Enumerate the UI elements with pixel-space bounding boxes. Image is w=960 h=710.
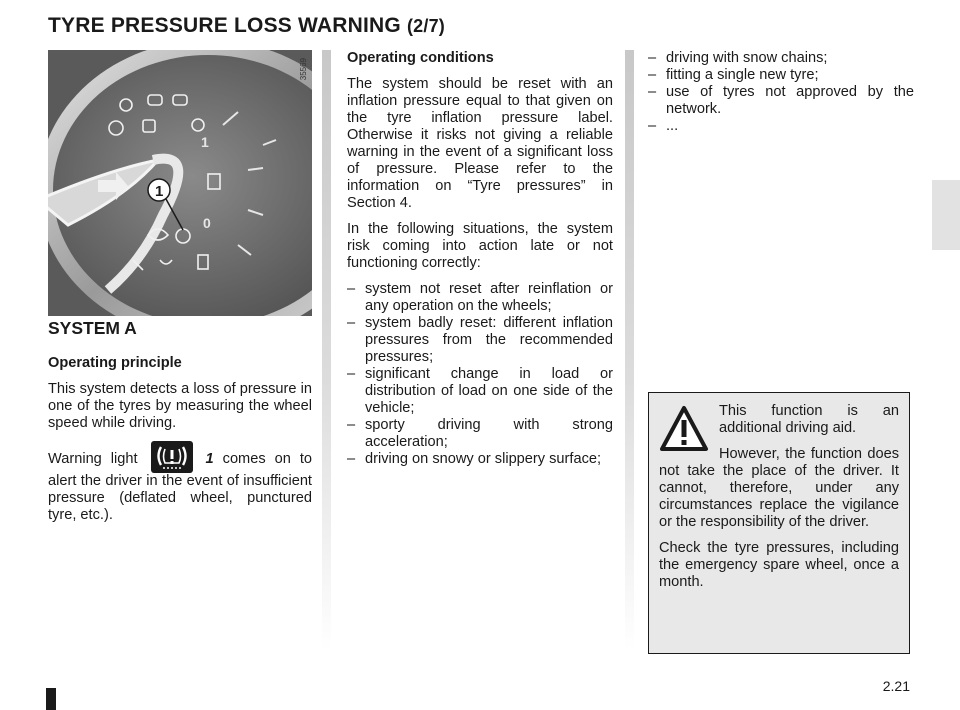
page-title [48, 14, 445, 38]
principle-paragraph: This system detects a loss of pressure in one of the tyres by measuring the wheel speed while driving. [48, 381, 312, 431]
list-item: – sporty driving with strong acceleration; [347, 417, 613, 451]
section-subtitle: SYSTEM A [48, 318, 137, 338]
corner-mark [46, 688, 56, 710]
image-code: 35569 [299, 58, 308, 81]
list-item: – system not reset after reinflation or any operation on the wheels; [347, 281, 613, 315]
page-number: 2.21 [882, 678, 910, 694]
column-divider [625, 50, 634, 650]
warning-light-text-before: Warning light [48, 451, 138, 467]
warning-light-reference: 1 [205, 451, 214, 467]
situations-list [347, 281, 613, 468]
warning-light-paragraph [48, 441, 312, 524]
svg-text:1: 1 [201, 134, 209, 150]
section-tab [932, 180, 960, 250]
svg-text:0: 0 [203, 215, 211, 231]
list-item: – use of tyres not approved by the network. [648, 84, 914, 118]
tyre-pressure-warning-icon [151, 441, 193, 473]
column-divider [322, 50, 331, 650]
notice-paragraph: This function is an additional driving aid. [719, 403, 899, 436]
column-right [648, 50, 914, 135]
list-item: – driving with snow chains; [648, 50, 914, 67]
notice-paragraph: However, the function does not take the place of the driver. It cannot, therefore, under any circumstances replace the vigilance or the responsibility of the driver. [659, 446, 899, 530]
list-item: – system badly reset: different inflation pressures from the recommended pressures; [347, 315, 613, 366]
reset-paragraph: The system should be reset with an inflation pressure equal to that given on the tyre inflation pressure label. Otherwise it risks not giving a reliable warning in the event of a significant loss of pressure. Please refer to the information on “Tyre pressures” in Section 4. [347, 76, 613, 211]
list-item: – significant change in load or distribution of load on one side of the vehicle; [347, 366, 613, 417]
list-item: – fitting a single new tyre; [648, 67, 914, 84]
title-part: (2/7) [406, 16, 445, 36]
warning-light-text-after: comes on to alert the driver in the event of insufficient pressure (deflated wheel, punctured tyre, etc.). [48, 451, 312, 523]
callout-number: 1 [155, 183, 164, 200]
instrument-cluster-figure [48, 50, 312, 316]
title-text: TYRE PRESSURE LOSS WARNING [48, 14, 401, 37]
column-middle [347, 50, 613, 468]
situations-list-continued [648, 50, 914, 135]
column-left [48, 320, 312, 533]
notice-paragraph: Check the tyre pressures, including the emergency spare wheel, once a month. [659, 540, 899, 590]
list-item: – ... [648, 118, 914, 135]
warning-triangle-icon [659, 405, 709, 453]
situations-intro: In the following situations, the system risk coming into action late or not functioning correctly: [347, 221, 613, 271]
list-item: – driving on snowy or slippery surface; [347, 451, 613, 468]
instrument-cluster-illustration [48, 50, 312, 316]
operating-principle-heading: Operating principle [48, 355, 182, 371]
notice-box [648, 392, 910, 654]
operating-conditions-heading: Operating conditions [347, 50, 494, 66]
